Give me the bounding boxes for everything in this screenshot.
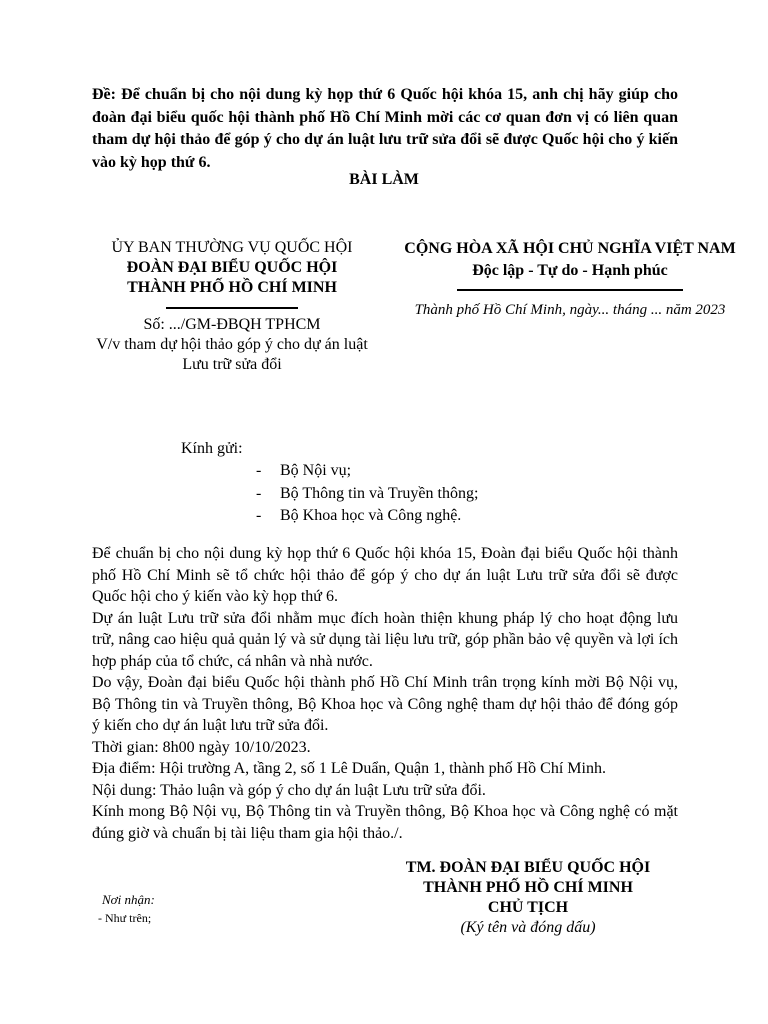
list-item: - Bộ Nội vụ; [256,460,478,483]
national-title: CỘNG HÒA XÃ HỘI CHỦ NGHĨA VIỆT NAM [404,240,736,257]
issuer-parent-org: ỦY BAN THƯỜNG VỤ QUỐC HỘI [111,239,353,256]
place-date: Thành phố Hồ Chí Minh, ngày... tháng ... năm 2023 [414,302,726,318]
issuer-city: THÀNH PHỐ HỒ CHÍ MINH [127,279,337,296]
motto-underline [457,289,683,291]
body-paragraph: Để chuẩn bị cho nội dung kỳ họp thứ 6 Quốc hội khóa 15, Đoàn đại biểu Quốc hội thành phố Hồ Chí Minh sẽ tổ chức hội thảo để góp ý cho dự án luật Lưu trữ sửa đổi sẽ được Quốc hội cho ý kiến vào kỳ họp thứ 6. [92,545,678,605]
recipient-list [256,460,478,528]
national-motto: Độc lập - Tự do - Hạnh phúc [472,262,668,279]
distribution-item: - Như trên; [98,911,152,925]
event-content: Nội dung: Thảo luận và góp ý cho dự án luật Lưu trữ sửa đổi. [92,781,486,799]
distribution-block [98,891,155,927]
list-item: - Bộ Khoa học và Công nghệ. [256,505,478,528]
document-number: Số: .../GM-ĐBQH TPHCM [143,316,321,333]
event-time: Thời gian: 8h00 ngày 10/10/2023. [92,738,311,756]
assignment-prompt: Đề: Để chuẩn bị cho nội dung kỳ họp thứ 6 Quốc hội khóa 15, anh chị hãy giúp cho đoàn đại biểu quốc hội thành phố Hồ Chí Minh mời các cơ quan đơn vị có liên quan tham dự hội thảo để góp ý cho dự án luật lưu trữ sửa đổi sẽ được Quốc hội cho ý kiến vào kỳ họp thứ 6. [92,86,678,171]
document-subject: V/v tham dự hội thảo góp ý cho dự án luật Lưu trữ sửa đổi [96,336,368,373]
signature-note: (Ký tên và đóng dấu) [460,919,596,936]
signature-block [380,858,676,938]
closing-paragraph: Kính mong Bộ Nội vụ, Bộ Thông tin và Truyền thông, Bộ Khoa học và Công nghệ có mặt đúng giờ và chuẩn bị tài liệu tham gia hội thảo./. [92,803,678,842]
body-paragraph: Dự án luật Lưu trữ sửa đổi nhằm mục đích hoàn thiện khung pháp lý cho hoạt động lưu trữ, nâng cao hiệu quả quản lý và sử dụng tài liệu lưu trữ, góp phần bảo vệ quyền và lợi ích hợp pháp của tổ chức, cá nhân và nhà nước. [92,609,678,670]
list-item: - Bộ Thông tin và Truyền thông; [256,483,478,506]
issuer-header [92,238,372,375]
issuer-underline [166,307,298,309]
body-paragraph: Do vậy, Đoàn đại biểu Quốc hội thành phố Hồ Chí Minh trân trọng kính mời Bộ Nội vụ, Bộ Thông tin và Truyền thông, Bộ Khoa học và Công nghệ tham dự hội thảo để đóng góp ý kiến cho dự án luật lưu trữ sửa đổi. [92,674,678,734]
answer-heading: BÀI LÀM [349,171,419,188]
signature-org: TM. ĐOÀN ĐẠI BIỂU QUỐC HỘI [405,859,651,876]
signature-city: THÀNH PHỐ HỒ CHÍ MINH [423,879,633,896]
letter-body [92,543,678,844]
issuer-org: ĐOÀN ĐẠI BIỂU QUỐC HỘI [126,259,338,276]
recipients-label: Kính gửi: [181,440,243,457]
signature-title: CHỦ TỊCH [487,899,569,916]
distribution-label: Nơi nhận: [102,892,155,907]
national-header [392,238,748,291]
event-location: Địa điểm: Hội trường A, tầng 2, số 1 Lê Duẩn, Quận 1, thành phố Hồ Chí Minh. [92,760,606,777]
